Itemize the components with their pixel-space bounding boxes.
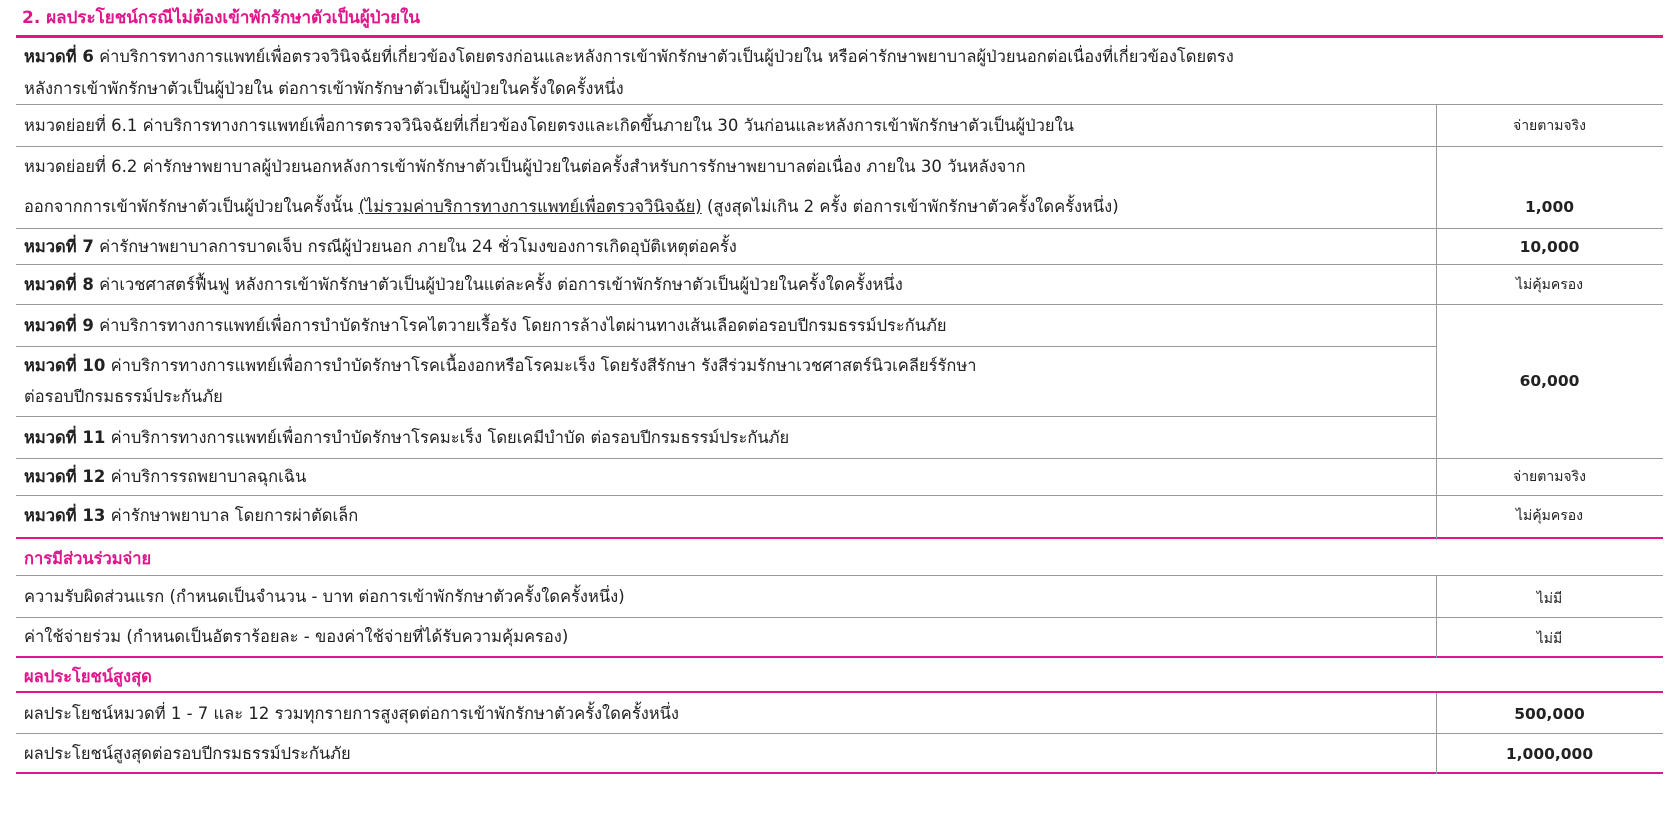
cat10-head: หมวดที่ 10 bbox=[24, 356, 106, 375]
cat10-row bbox=[16, 347, 1663, 417]
cat6-line2: หลังการเข้าพักรักษาตัวเป็นผู้ป่วยใน ต่อการเข้าพักรักษาตัวเป็นผู้ป่วยในครั้งใดครั้งหนึ่ง bbox=[24, 79, 624, 98]
value-column-divider-3 bbox=[1436, 693, 1437, 774]
cat7-row bbox=[16, 229, 1663, 265]
value-column-divider-2 bbox=[1436, 576, 1437, 658]
sub62-value: 1,000 bbox=[1524, 198, 1575, 216]
cat9-11-value: 60,000 bbox=[1519, 372, 1580, 390]
copay-title: การมีส่วนร่วมจ่าย bbox=[24, 549, 152, 568]
max-admission-row bbox=[16, 693, 1663, 734]
section-title: 2. ผลประโยชน์กรณีไม่ต้องเข้าพักรักษาตัวเป็นผู้ป่วยใน bbox=[22, 8, 421, 28]
cat13-value: ไม่คุ้มครอง bbox=[1516, 508, 1583, 524]
cat12-row bbox=[16, 459, 1663, 496]
sub61-row bbox=[16, 105, 1663, 147]
sub62-line1: หมวดย่อยที่ 6.2 ค่ารักษาพยาบาลผู้ป่วยนอกหลังการเข้าพักรักษาตัวเป็นผู้ป่วยในต่อครั้งสำหรับการรักษาพยาบาลต่อเนื่อง ภายใน 30 วันหลังจาก bbox=[24, 157, 1026, 176]
cat8-row bbox=[16, 265, 1663, 305]
cat6-line1 bbox=[24, 46, 1234, 68]
coinsurance-value: ไม่มี bbox=[1536, 631, 1563, 647]
cat8-text: ค่าเวชศาสตร์ฟื้นฟู หลังการเข้าพักรักษาตัวเป็นผู้ป่วยในแต่ละครั้ง ต่อการเข้าพักรักษาตัวเป็นผู้ป่วยในครั้งใดครั้งหนึ่ง bbox=[99, 275, 903, 294]
max-header-row bbox=[16, 658, 1663, 693]
cat11-row bbox=[16, 417, 1663, 459]
cat7-value: 10,000 bbox=[1519, 238, 1580, 256]
cat13-head: หมวดที่ 13 bbox=[24, 506, 106, 525]
cat13-line bbox=[24, 505, 358, 527]
cat9-head: หมวดที่ 9 bbox=[24, 316, 94, 335]
sub62-row bbox=[16, 147, 1663, 229]
cat12-line bbox=[24, 466, 306, 488]
cat10-line2: ต่อรอบปีกรมธรรม์ประกันภัย bbox=[24, 387, 223, 406]
sub62-line2-a: ออกจากการเข้าพักรักษาตัวเป็นผู้ป่วยในครั้งนั้น bbox=[24, 197, 359, 216]
cat9-line bbox=[24, 315, 947, 337]
cat9-row bbox=[16, 305, 1663, 347]
cat7-line bbox=[24, 236, 737, 258]
coinsurance-text: ค่าใช้จ่ายร่วม (กำหนดเป็นอัตราร้อยละ - ของค่าใช้จ่ายที่ได้รับความคุ้มครอง) bbox=[24, 627, 569, 646]
sub61-text: หมวดย่อยที่ 6.1 ค่าบริการทางการแพทย์เพื่อการตรวจวินิจฉัยที่เกี่ยวข้องโดยตรงและเกิดขึ้นภายใน 30 วันก่อนและหลังการเข้าพักรักษาตัวเป็นผู้ป่วยใน bbox=[24, 116, 1074, 135]
sub62-line2-b: (สูงสุดไม่เกิน 2 ครั้ง ต่อการเข้าพักรักษาตัวครั้งใดครั้งหนึ่ง) bbox=[701, 197, 1119, 216]
cat11-line bbox=[24, 427, 789, 449]
cat13-text: ค่ารักษาพยาบาล โดยการผ่าตัดเล็ก bbox=[110, 506, 359, 525]
cat8-value: ไม่คุ้มครอง bbox=[1516, 277, 1583, 293]
deductible-row bbox=[16, 576, 1663, 618]
max-admission-text: ผลประโยชน์หมวดที่ 1 - 7 และ 12 รวมทุกรายการสูงสุดต่อการเข้าพักรักษาตัวครั้งใดครั้งหนึ่ง bbox=[24, 704, 679, 723]
cat13-row bbox=[16, 496, 1663, 539]
cat8-head: หมวดที่ 8 bbox=[24, 275, 94, 294]
cat8-line bbox=[24, 274, 903, 296]
deductible-value: ไม่มี bbox=[1536, 591, 1563, 607]
cat10-line1 bbox=[24, 355, 976, 377]
cat10-text1: ค่าบริการทางการแพทย์เพื่อการบำบัดรักษาโรคเนื้องอกหรือโรคมะเร็ง โดยรังสีรักษา รังสีร่วมรักษาเวชศาสตร์นิวเคลียร์รักษา bbox=[110, 356, 977, 375]
cat12-head: หมวดที่ 12 bbox=[24, 467, 106, 486]
cat9-text: ค่าบริการทางการแพทย์เพื่อการบำบัดรักษาโรคไตวายเรื้อรัง โดยการล้างไตผ่านทางเส้นเลือดต่อรอบปีกรมธรรม์ประกันภัย bbox=[99, 316, 947, 335]
cat6-row bbox=[16, 38, 1663, 105]
cat7-text: ค่ารักษาพยาบาลการบาดเจ็บ กรณีผู้ป่วยนอก ภายใน 24 ชั่วโมงของการเกิดอุบัติเหตุต่อครั้ง bbox=[99, 237, 737, 256]
cat12-value: จ่ายตามจริง bbox=[1512, 469, 1586, 485]
max-year-row bbox=[16, 734, 1663, 774]
cat7-head: หมวดที่ 7 bbox=[24, 237, 94, 256]
cat11-text: ค่าบริการทางการแพทย์เพื่อการบำบัดรักษาโรคมะเร็ง โดยเคมีบำบัด ต่อรอบปีกรมธรรม์ประกันภัย bbox=[110, 428, 790, 447]
max-title: ผลประโยชน์สูงสุด bbox=[24, 667, 152, 686]
deductible-text: ความรับผิดส่วนแรก (กำหนดเป็นจำนวน - บาท ต่อการเข้าพักรักษาตัวครั้งใดครั้งหนึ่ง) bbox=[24, 587, 625, 606]
copay-header-row bbox=[16, 539, 1663, 576]
max-admission-value: 500,000 bbox=[1514, 705, 1585, 723]
max-year-text: ผลประโยชน์สูงสุดต่อรอบปีกรมธรรม์ประกันภัย bbox=[24, 744, 351, 763]
cat11-head: หมวดที่ 11 bbox=[24, 428, 106, 447]
sub61-value: จ่ายตามจริง bbox=[1512, 118, 1586, 134]
sub62-line2 bbox=[24, 196, 1119, 218]
cat12-text: ค่าบริการรถพยาบาลฉุกเฉิน bbox=[110, 467, 307, 486]
cat6-text1: ค่าบริการทางการแพทย์เพื่อตรวจวินิจฉัยที่เกี่ยวข้องโดยตรงก่อนและหลังการเข้าพักรักษาตัวเป็นผู้ป่วยใน หรือค่ารักษาพยาบาลผู้ป่วยนอกต่อเนื่องที่เกี่ยวข้องโดยตรง bbox=[99, 47, 1234, 66]
coinsurance-row bbox=[16, 618, 1663, 658]
sub62-line2-underlined: (ไม่รวมค่าบริการทางการแพทย์เพื่อตรวจวินิจฉัย) bbox=[358, 197, 702, 216]
value-column-divider-1 bbox=[1436, 105, 1437, 540]
cat6-head: หมวดที่ 6 bbox=[24, 47, 94, 66]
max-year-value: 1,000,000 bbox=[1505, 745, 1594, 763]
